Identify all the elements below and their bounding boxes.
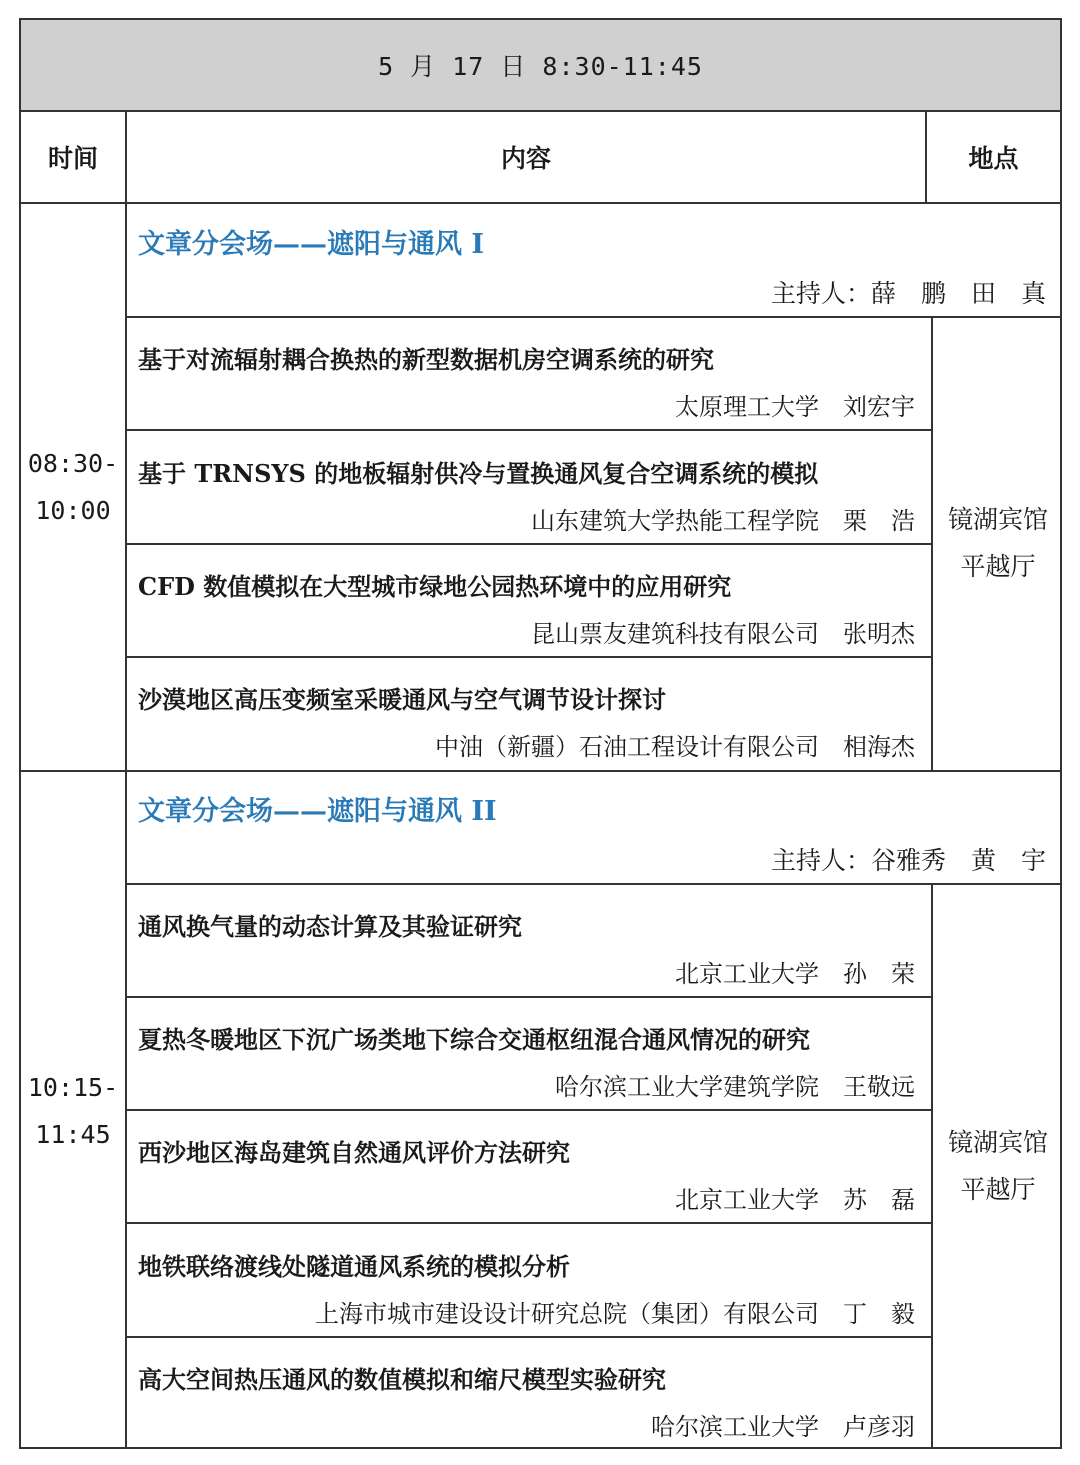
paper-affiliation: 太原理工大学 刘宏宇 [675, 393, 915, 421]
divider [125, 204, 127, 1449]
venue-name: 镜湖宾馆 [947, 505, 1048, 534]
date-time-header: 5 月 17 日 8:30-11:45 [21, 20, 1060, 112]
session-venue [933, 316, 1063, 770]
time-end: 10:00 [35, 496, 111, 525]
paper-title: 沙漠地区高压变频室采暖通风与空气调节设计探讨 [138, 685, 666, 714]
column-header-location: 地点 [927, 112, 1060, 204]
session-host: 主持人：薛 鹏 田 真 [770, 279, 1046, 308]
paper-affiliation: 山东建筑大学热能工程学院 栗 浩 [531, 507, 915, 535]
paper-title: 夏热冬暖地区下沉广场类地下综合交通枢纽混合通风情况的研究 [138, 1025, 810, 1054]
column-header-time: 时间 [21, 112, 125, 204]
paper-affiliation: 上海市城市建设设计研究总院（集团）有限公司 丁 毅 [315, 1300, 915, 1328]
schedule-table [19, 18, 1062, 1449]
divider [21, 770, 1060, 772]
session-host: 主持人：谷雅秀 黄 宇 [770, 846, 1046, 875]
venue-name: 镜湖宾馆 [947, 1128, 1048, 1157]
venue-hall: 平越厅 [960, 1175, 1036, 1204]
paper-affiliation: 北京工业大学 苏 磊 [675, 1186, 915, 1214]
paper-title: 通风换气量的动态计算及其验证研究 [138, 912, 522, 941]
column-header-content: 内容 [127, 112, 925, 204]
paper-affiliation: 哈尔滨工业大学 卢彦羽 [651, 1413, 915, 1441]
paper-title: 高大空间热压通风的数值模拟和缩尺模型实验研究 [138, 1365, 666, 1394]
session-time [21, 772, 125, 1449]
paper-title: 基于 TRNSYS 的地板辐射供冷与置换通风复合空调系统的模拟 [138, 459, 819, 488]
time-start: 08:30- [27, 449, 119, 478]
divider [125, 1109, 931, 1111]
divider [125, 1336, 931, 1338]
paper-affiliation: 北京工业大学 孙 荣 [675, 960, 915, 988]
venue-hall: 平越厅 [960, 552, 1036, 581]
divider [125, 112, 127, 204]
divider [125, 883, 1060, 885]
time-start: 10:15- [27, 1072, 119, 1102]
divider [125, 1222, 931, 1224]
paper-affiliation: 中油（新疆）石油工程设计有限公司 相海杰 [435, 733, 915, 761]
session-title: 文章分会场——遮阳与通风 I [138, 229, 485, 260]
divider [125, 429, 931, 431]
paper-affiliation: 昆山票友建筑科技有限公司 张明杰 [531, 620, 915, 648]
divider [925, 112, 927, 204]
session-time [21, 204, 125, 770]
paper-title: 基于对流辐射耦合换热的新型数据机房空调系统的研究 [138, 345, 714, 374]
paper-title: 西沙地区海岛建筑自然通风评价方法研究 [138, 1138, 570, 1167]
divider [125, 316, 1060, 318]
paper-affiliation: 哈尔滨工业大学建筑学院 王敬远 [555, 1073, 915, 1101]
divider [125, 656, 931, 658]
session-venue [933, 883, 1063, 1449]
paper-title: 地铁联络渡线处隧道通风系统的模拟分析 [138, 1252, 570, 1281]
paper-title: CFD 数值模拟在大型城市绿地公园热环境中的应用研究 [138, 572, 732, 601]
divider [125, 996, 931, 998]
time-end: 11:45 [35, 1119, 111, 1149]
divider [125, 543, 931, 545]
session-title: 文章分会场——遮阳与通风 II [138, 796, 497, 827]
